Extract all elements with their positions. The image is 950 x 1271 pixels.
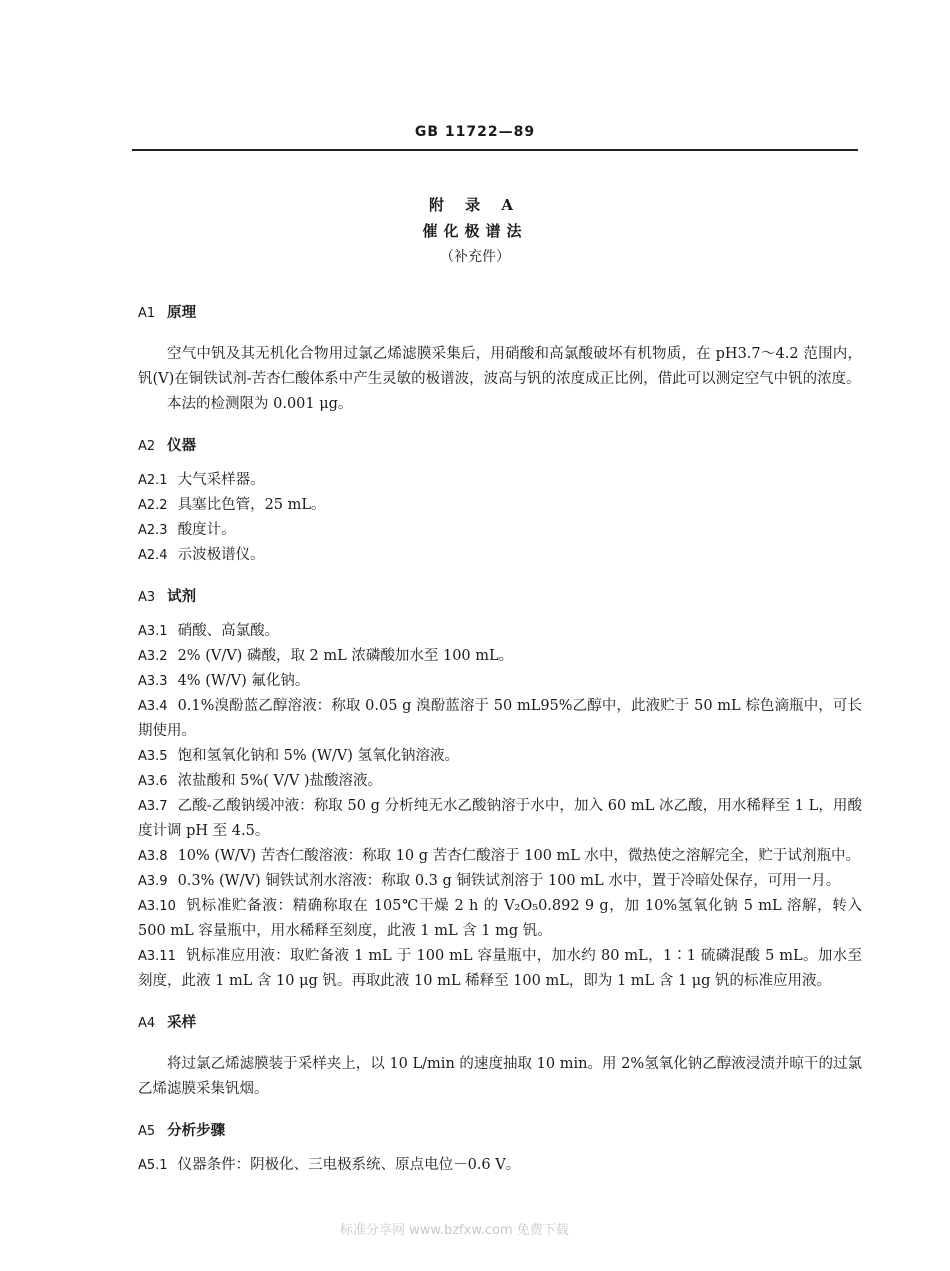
standard-code: GB 11722—89 xyxy=(414,124,536,140)
item-text: 0.3% (W/V) 铜铁试剂水溶液：称取 0.3 g 铜铁试剂溶于 100 mL 水中，置于冷暗处保存，可用一月。 xyxy=(177,873,841,889)
section-name: 采样 xyxy=(167,1015,197,1031)
item-number: A3.10 xyxy=(138,899,176,914)
item-number: A3.11 xyxy=(138,949,176,964)
item-number: A2.4 xyxy=(138,548,168,563)
list-item xyxy=(138,1153,862,1178)
list-item xyxy=(138,644,862,669)
item-text: 浓盐酸和 5%( V/V )盐酸溶液。 xyxy=(177,773,383,789)
item-text: 具塞比色管，25 mL。 xyxy=(177,497,326,513)
list-item xyxy=(138,619,862,644)
appendix-title: 催化极谱法 xyxy=(422,222,528,240)
list-item xyxy=(138,869,862,894)
item-text: 2% (V/V) 磷酸，取 2 mL 浓磷酸加水至 100 mL。 xyxy=(177,648,514,664)
item-number: A5.1 xyxy=(138,1158,168,1173)
list-item xyxy=(138,493,862,518)
item-text: 乙酸-乙酸钠缓冲液：称取 50 g 分析纯无水乙酸钠溶于水中，加入 60 mL 冰乙酸，用水稀释至 1 L，用酸度计调 pH 至 4.5。 xyxy=(138,798,862,839)
item-text: 仪器条件：阴极化、三电极系统、原点电位－0.6 V。 xyxy=(177,1157,521,1173)
item-number: A3.9 xyxy=(138,874,168,889)
item-text: 示波极谱仪。 xyxy=(177,547,265,563)
section-number: A3 xyxy=(138,590,156,605)
list-item xyxy=(138,543,862,568)
list-item xyxy=(138,669,862,694)
section-name: 分析步骤 xyxy=(167,1123,226,1139)
item-text: 大气采样器。 xyxy=(177,472,265,488)
item-text: 10% (W/V) 苦杏仁酸溶液：称取 10 g 苦杏仁酸溶于 100 mL 水中，微热使之溶解完全，贮于试剂瓶中。 xyxy=(177,848,861,864)
section-name: 原理 xyxy=(167,305,197,321)
list-item xyxy=(138,694,862,744)
item-number: A3.4 xyxy=(138,699,168,714)
appendix-label: 附 录 A xyxy=(428,196,522,214)
list-item xyxy=(138,844,862,869)
list-item xyxy=(138,468,862,493)
paragraph: 将过氯乙烯滤膜装于采样夹上，以 10 L/min 的速度抽取 10 min。用 2%氢氧化钠乙醇液浸渍并晾干的过氯乙烯滤膜采集钒烟。 xyxy=(138,1056,862,1097)
section-name: 试剂 xyxy=(167,589,197,605)
document-body xyxy=(138,300,862,1178)
item-number: A3.2 xyxy=(138,649,168,664)
section-number: A4 xyxy=(138,1016,156,1031)
item-text: 4% (W/V) 氟化钠。 xyxy=(177,673,310,689)
watermark-text: 标准分享网 www.bzfxw.com 免费下载 xyxy=(340,1223,569,1238)
section-number: A5 xyxy=(138,1124,156,1139)
section-heading-a3 xyxy=(138,584,862,610)
section-number: A2 xyxy=(138,439,156,454)
list-item xyxy=(138,944,862,994)
item-number: A3.7 xyxy=(138,799,168,814)
section-heading-a4 xyxy=(138,1010,862,1036)
list-item xyxy=(138,769,862,794)
item-text: 钒标准贮备液：精确称取在 105℃干燥 2 h 的 V₂O₅0.892 9 g，加 10%氢氧化钠 5 mL 溶解，转入 500 mL 容量瓶中，用水稀释至刻度，此液 1 mL 含 1 mg 钒。 xyxy=(138,898,862,939)
list-item xyxy=(138,744,862,769)
item-number: A3.6 xyxy=(138,774,168,789)
list-item xyxy=(138,518,862,543)
item-number: A3.5 xyxy=(138,749,168,764)
paragraph: 本法的检测限为 0.001 μg。 xyxy=(167,396,353,412)
item-text: 酸度计。 xyxy=(177,522,236,538)
section-heading-a5 xyxy=(138,1118,862,1144)
header-rule xyxy=(132,149,858,151)
item-number: A3.3 xyxy=(138,674,168,689)
item-number: A3.8 xyxy=(138,849,168,864)
item-text: 钒标准应用液：取贮备液 1 mL 于 100 mL 容量瓶中，加水约 80 mL，1∶1 硫磷混酸 5 mL。加水至刻度，此液 1 mL 含 10 μg 钒。再取此液 10 mL 稀释至 100 mL，即为 1 mL 含 1 μg 钒的标准应用液。 xyxy=(138,948,862,989)
appendix-subtitle: （补充件） xyxy=(440,249,510,265)
section-number: A1 xyxy=(138,306,156,321)
item-number: A3.1 xyxy=(138,624,168,639)
item-number: A2.2 xyxy=(138,498,168,513)
item-number: A2.1 xyxy=(138,473,168,488)
list-item xyxy=(138,794,862,844)
section-heading-a1 xyxy=(138,300,862,326)
item-text: 0.1%溴酚蓝乙醇溶液：称取 0.05 g 溴酚蓝溶于 50 mL95%乙醇中，此液贮于 50 mL 棕色滴瓶中，可长期使用。 xyxy=(138,698,862,739)
item-text: 硝酸、高氯酸。 xyxy=(177,623,280,639)
list-item xyxy=(138,894,862,944)
item-text: 饱和氢氧化钠和 5% (W/V) 氢氧化钠溶液。 xyxy=(177,748,459,764)
section-name: 仪器 xyxy=(167,438,197,454)
paragraph: 空气中钒及其无机化合物用过氯乙烯滤膜采集后，用硝酸和高氯酸破坏有机物质，在 pH3.7～4.2 范围内，钒(V)在铜铁试剂-苦杏仁酸体系中产生灵敏的极谱波，波高与钒的浓度成正比例，借此可以测定空气中钒的浓度。 xyxy=(138,346,862,387)
section-heading-a2 xyxy=(138,433,862,459)
item-number: A2.3 xyxy=(138,523,168,538)
